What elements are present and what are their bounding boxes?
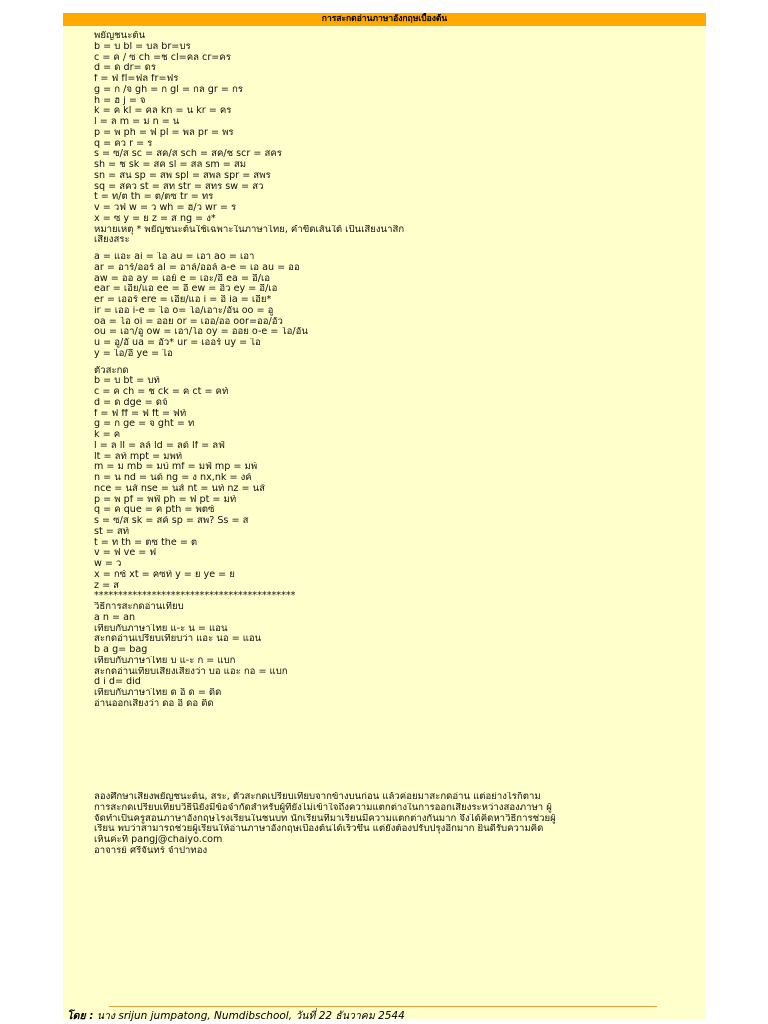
vowels-line: y = ไอ/อี ye = ไอ — [94, 348, 173, 359]
consonants-line: s = ซ/ส sc = สค/ส sch = สค/ช scr = สคร — [94, 149, 282, 160]
consonants-line: เสียงสระ — [94, 235, 130, 246]
finals-line: a n = an — [94, 612, 136, 623]
finals-list — [94, 376, 706, 709]
finals-heading: ตัวสะกด — [94, 365, 129, 376]
finals-line: f = ฟ ff = ฟ ft = ฟท์ — [94, 408, 187, 419]
consonants-line: g = ก /จ gh = ก gl = กล gr = กร — [94, 84, 243, 95]
page-title: การสะกดอ่านภาษาอังกฤษเบื้องต้น — [63, 13, 706, 26]
finals-line: สะกดอ่านเปรียบเทียบว่า แอะ นอ = แอน — [94, 634, 262, 645]
footer-text: นาง srijun jumpatong, Numdibschool, วันที่ 22 ธันวาคม 2544 — [96, 1010, 405, 1022]
vowels-line: ar = อาร์/ออร์ al = อาล์/ออล์ a-e = เอ au = ออ — [94, 262, 300, 273]
finals-line: m = ม mb = มบ์ mf = มฟ์ mp = มพ์ — [94, 462, 258, 473]
consonants-line: l = ล m = ม n = น — [94, 117, 180, 127]
consonants-line: v = วฟ w = ว wh = ฮ/ว wr = ร — [94, 203, 237, 213]
finals-line: เทียบกับภาษาไทย บ แ-ะ ก = แบก — [94, 655, 236, 666]
vowels-line: a = แอะ ai = ไอ au = เอา ao = เอา — [94, 252, 255, 262]
vowels-line: oa = โอ oi = ออย or = เออ/ออ oor=ออ/อัว — [94, 316, 283, 327]
finals-line: nce = นส์ nse = นส์ nt = นท์ nz = นส์ — [94, 483, 266, 494]
closing-line: ลองศึกษาเสียงพยัญชนะต้น, สระ, ตัวสะกดเปรียบเทียบจากข้างบนก่อน แล้วค่อยมาสะกดอ่าน แต่อย่างไรก็ตาม — [94, 792, 541, 802]
consonants-list — [94, 42, 706, 246]
finals-line: s = ซ/ส sk = สค์ sp = สพ? Ss = ส — [94, 516, 249, 526]
finals-line: g = ก ge = จ ght = ท — [94, 419, 195, 430]
finals-line: p = พ pf = พฟ์ ph = ฟ pt = มท์ — [94, 494, 237, 505]
closing-line: อาจารย์ ศรีจันทร์ จำปาทอง — [94, 845, 208, 856]
vowels-line: ir = เออ i-e = ไอ o= โอ/เอาะ/อัน oo = อู — [94, 305, 274, 316]
finals-line: q = ค que = ค pth = พตซ์ — [94, 505, 215, 516]
vowels-line: ear = เอีย/แอ ee = อี ew = อิว ey = อี/เอ — [94, 284, 278, 295]
finals-line: st = สท์ — [94, 526, 130, 537]
main-content — [94, 31, 706, 710]
finals-line: t = ท th = ตซ the = ต — [94, 537, 198, 548]
finals-line: d i d= did — [94, 677, 141, 688]
finals-line: n = น nd = นด์ ng = ง nx,nk = งค์ — [94, 473, 252, 483]
finals-line: เทียบกับภาษาไทย แ-ะ น = แอน — [94, 623, 228, 634]
consonants-line: d = ด dr= ดร — [94, 63, 157, 74]
finals-line: วิธีการสะกดอ่านเทียบ — [94, 602, 184, 612]
consonants-line: p = พ ph = ฟ pl = พล pr = พร — [94, 127, 234, 138]
finals-line: z = ส — [94, 580, 120, 591]
finals-line: เทียบกับภาษาไทย ด อิ ด = ดิด — [94, 688, 222, 698]
footer — [67, 1010, 405, 1022]
consonants-line: sn = สน sp = สพ spl = สพล spr = สพร — [94, 170, 271, 181]
finals-line: k = ค — [94, 430, 121, 440]
consonants-line: c = ค / ซ ch =ช cl=คล cr=คร — [94, 52, 231, 63]
finals-line: b a g= bag — [94, 645, 148, 655]
consonants-line: sq = สคว st = สท str = สทร sw = สว — [94, 181, 264, 192]
finals-line: w = ว — [94, 559, 122, 569]
finals-line: x = กซ์ xt = คซท์ y = ย ye = ย — [94, 569, 235, 580]
consonants-line: q = คว r = ร — [94, 138, 153, 149]
vowels-list — [94, 252, 706, 360]
consonants-line: h = ฮ j = จ — [94, 95, 146, 106]
consonants-line: f = ฟ fl=ฟล fr=ฟร — [94, 74, 179, 84]
finals-line: v = ฟ ve = ฟ — [94, 548, 157, 559]
consonants-line: k = ค kl = คล kn = น kr = คร — [94, 106, 232, 117]
closing-line: การสะกดเปรียบเทียบวิธีนี้ยังมีข้อจำกัดสำหรับผู้ที่ยังไม่เข้าใจถึงความแตกต่างในการออกเสียงระหว่างสองภาษา ผู้ — [94, 802, 552, 813]
finals-line: สะกดอ่านเทียบเสียงเสียงว่า บอ แอะ กอ = แบก — [94, 666, 288, 677]
vowels-line: er = เออร์ ere = เอีย/แอ i = อิ ia = เอีย* — [94, 295, 272, 305]
footer-divider — [109, 1006, 657, 1007]
closing-line: เรียน พบว่าสามารถช่วยผู้เรียนให้อ่านภาษาอังกฤษเบื้องต้นได้เร็วขึ้น แต่ยังต้องปรับปรุงอีกมาก ยินดีรับความคิด — [94, 824, 544, 835]
finals-line: b = บ bt = บท์ — [94, 376, 160, 387]
closing-line: จัดทำเป็นครูสอนภาษาอังกฤษโรงเรียนในชนบท นักเรียนที่มาเรียนมีความแตกต่างกันมาก จึงได้คิดหาวิธีการช่วยผู้ — [94, 813, 556, 824]
closing-paragraph — [94, 792, 706, 857]
consonants-line: b = บ bl = บล br=บร — [94, 41, 191, 52]
vowels-line: ou = เอา/อู ow = เอา/โอ oy = ออย o-e = โอ/อัน — [94, 327, 308, 338]
vowels-line: u = อู/อั ua = อัว* ur = เออร์ uy = ไอ — [94, 338, 261, 348]
closing-line: เห็นค่ะที่ pangj@chaiyo.com — [94, 835, 223, 845]
finals-line: lt = ลท์ mpt = มพท์ — [94, 451, 183, 462]
consonants-line: t = ท/ต th = ต/ตซ tr = ทร — [94, 192, 214, 203]
vowels-line: aw = ออ ay = เอย์ e = เอะ/อี ea = อี/เอ — [94, 273, 271, 284]
consonants-line: sh = ช sk = สค sl = สล sm = สม — [94, 160, 247, 170]
finals-line: c = ค ch = ช ck = ค ct = คท์ — [94, 387, 229, 397]
consonants-line: x = ซ y = ย z = ส ng = ง* — [94, 213, 216, 224]
closing-lines — [94, 792, 706, 857]
finals-line: อ่านออกเสียงว่า ดอ อิ ดอ ดิด — [94, 698, 214, 709]
consonants-heading: พยัญชนะต้น — [94, 31, 146, 41]
finals-line: d = ด dge = ดจ์ — [94, 397, 168, 408]
footer-label: โดย : — [67, 1010, 94, 1022]
finals-line: l = ล ll = ลล์ ld = ลด์ lf = ลฟ์ — [94, 440, 225, 451]
consonants-line: หมายเหตุ * พยัญชนะต้นใช้เฉพาะในภาษาไทย, คำขีดเส้นใต้ เป็นเสียงนาสิก — [94, 224, 405, 235]
finals-line: ****************************************** — [94, 591, 296, 602]
